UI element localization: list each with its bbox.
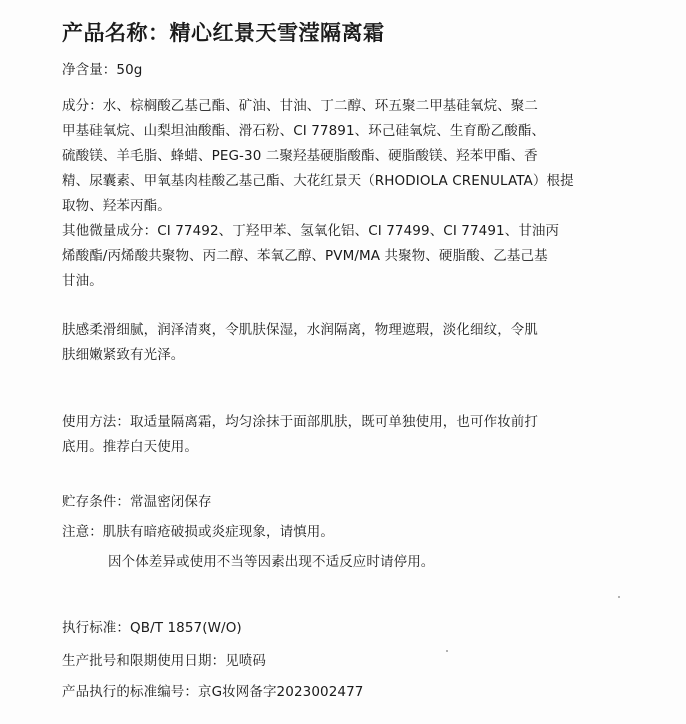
usage-line: 底用。推荐白天使用。 bbox=[62, 439, 198, 455]
trace-ingredients-line: 甘油。 bbox=[62, 273, 103, 289]
storage-conditions: 贮存条件：常温密闭保存 bbox=[62, 494, 212, 510]
execution-standard: 执行标准：QB/T 1857(W/O) bbox=[62, 620, 242, 636]
ingredients-line: 成分：水、棕榈酸乙基己酯、矿油、甘油、丁二醇、环五聚二甲基硅氧烷、聚二 bbox=[62, 98, 538, 114]
filing-number: 产品执行的标准编号：京G妆网备字2023002477 bbox=[62, 684, 364, 700]
effect-line: 肤细嫩紧致有光泽。 bbox=[62, 347, 185, 363]
notice-line-indented: 因个体差异或使用不当等因素出现不适反应时请停用。 bbox=[108, 554, 435, 570]
product-title bbox=[62, 18, 385, 48]
ingredients-line: 取物、羟苯丙酯。 bbox=[62, 198, 171, 214]
ingredients-line: 精、尿囊素、甲氧基肉桂酸乙基己酯、大花红景天（RHODIOLA CRENULATA）根提 bbox=[62, 173, 574, 189]
batch-and-expiry: 生产批号和限期使用日期：见喷码 bbox=[62, 653, 266, 669]
product-title-value: 精心红景天雪滢隔离霜 bbox=[169, 21, 385, 45]
effect-line: 肤感柔滑细腻，润泽清爽，令肌肤保湿，水润隔离，物理遮瑕，淡化细纹，令肌 bbox=[62, 322, 538, 338]
ingredients-line: 硫酸镁、羊毛脂、蜂蜡、PEG-30 二聚羟基硬脂酸酯、硬脂酸镁、羟苯甲酯、香 bbox=[62, 148, 538, 164]
scan-speck bbox=[618, 596, 620, 598]
usage-line: 使用方法：取适量隔离霜，均匀涂抹于面部肌肤，既可单独使用，也可作妆前打 bbox=[62, 414, 538, 430]
trace-ingredients-line: 烯酸酯/丙烯酸共聚物、丙二醇、苯氧乙醇、PVM/MA 共聚物、硬脂酸、乙基己基 bbox=[62, 248, 548, 264]
notice-line: 注意：肌肤有暗疮破损或炎症现象，请慎用。 bbox=[62, 524, 334, 540]
trace-ingredients-line: 其他微量成分：CI 77492、丁羟甲苯、氢氧化铝、CI 77499、CI 77491、甘油丙 bbox=[62, 223, 560, 239]
scan-speck bbox=[446, 650, 448, 652]
product-title-label: 产品名称： bbox=[62, 21, 170, 45]
net-content: 净含量：50g bbox=[62, 62, 143, 78]
ingredients-line: 甲基硅氧烷、山梨坦油酸酯、滑石粉、CI 77891、环己硅氧烷、生育酚乙酸酯、 bbox=[62, 123, 546, 139]
